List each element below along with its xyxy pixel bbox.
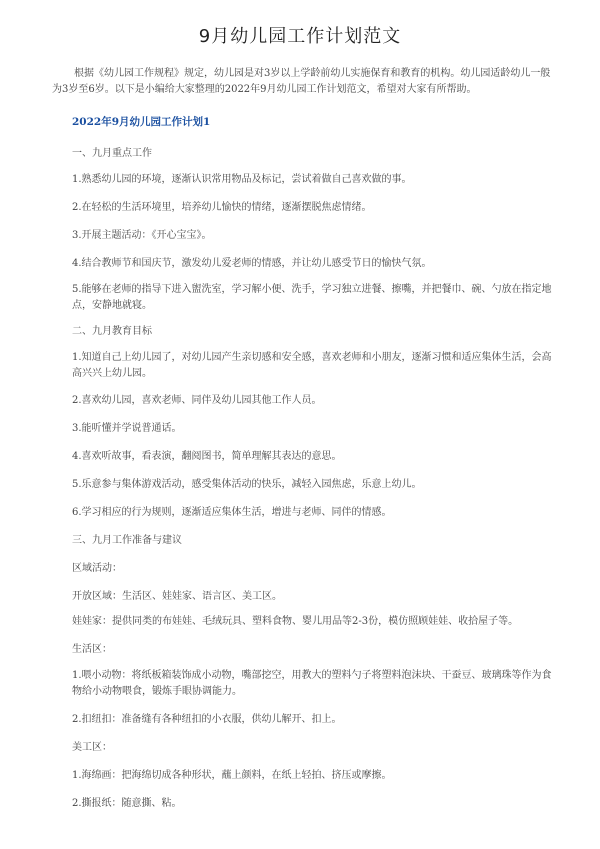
paragraph: 2.撕报纸：随意撕、粘。: [72, 798, 182, 809]
paragraph: 娃娃家：提供同类的布娃娃、毛绒玩具、塑料食物、婴儿用品等2-3份，模仿照顾娃娃、收拾屋子等。: [72, 616, 519, 627]
paragraph: 1.知道自己上幼儿园了，对幼儿园产生亲切感和安全感，喜欢老师和小朋友，逐渐习惯和适应集体生活，会高高兴兴上幼儿园。: [72, 352, 552, 379]
paragraph: 开放区域：生活区、娃娃家、语言区、美工区。: [72, 591, 282, 602]
paragraph: 3.开展主题活动：《开心宝宝》。: [72, 230, 212, 241]
section-heading-3: 三、九月工作准备与建议: [72, 535, 182, 546]
section-heading-1: 一、九月重点工作: [72, 148, 152, 159]
paragraph: 2.在轻松的生活环境里，培养幼儿愉快的情绪，逐渐摆脱焦虑情绪。: [72, 202, 372, 213]
plan-heading: 2022年9月幼儿园工作计划1: [72, 116, 211, 128]
paragraph: 5.能够在老师的指导下进入盥洗室，学习解小便、洗手，学习独立进餐、擦嘴，并把餐巾、碗、勺放在指定地点，安静地就寝。: [72, 284, 552, 311]
intro-paragraph: 根据《幼儿园工作规程》规定，幼儿园是对3岁以上学龄前幼儿实施保育和教育的机构。幼儿园适龄幼儿一般为3岁至6岁。以下是小编给大家整理的2022年9月幼儿园工作计划范文，希望对大家有所帮助。: [52, 68, 551, 95]
section-heading-2: 二、九月教育目标: [72, 326, 152, 337]
paragraph: 4.喜欢听故事，看表演，翻阅图书，简单理解其表达的意思。: [72, 451, 342, 462]
paragraph: 5.乐意参与集体游戏活动，感受集体活动的快乐，减轻入园焦虑，乐意上幼儿。: [72, 479, 422, 490]
paragraph: 2.喜欢幼儿园，喜欢老师、同伴及幼儿园其他工作人员。: [72, 395, 322, 406]
page-title: 9月幼儿园工作计划范文: [198, 26, 402, 47]
paragraph: 区域活动：: [72, 563, 122, 574]
paragraph: 6.学习相应的行为规则，逐渐适应集体生活，增进与老师、同伴的情感。: [72, 507, 392, 518]
paragraph: 美工区：: [72, 742, 112, 753]
paragraph: 2.扣纽扣：准备缝有各种纽扣的小衣服，供幼儿解开、扣上。: [72, 714, 342, 725]
paragraph: 生活区：: [72, 644, 112, 655]
paragraph: 4.结合教师节和国庆节，激发幼儿爱老师的情感，并让幼儿感受节日的愉快气氛。: [72, 258, 432, 269]
paragraph: 1.熟悉幼儿园的环境，逐渐认识常用物品及标记，尝试着做自己喜欢做的事。: [72, 174, 412, 185]
paragraph: 1.喂小动物：将纸板箱装饰成小动物，嘴部挖空，用教大的塑料勺子将塑料泡沫块、干蚕豆、玻璃珠等作为食物给小动物喂食，锻炼手眼协调能力。: [72, 670, 552, 697]
paragraph: 3.能听懂并学说普通话。: [72, 423, 182, 434]
paragraph: 1.海绵画：把海绵切成各种形状，蘸上颜料，在纸上轻拍、挤压或摩擦。: [72, 770, 392, 781]
